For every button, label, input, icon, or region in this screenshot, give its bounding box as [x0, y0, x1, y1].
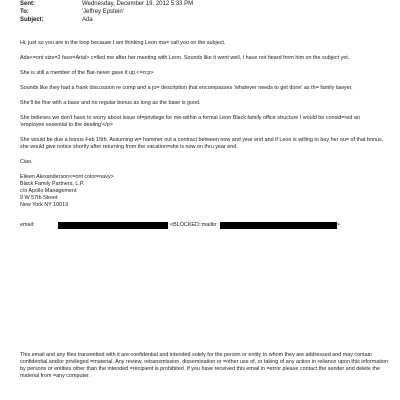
email-row [20, 221, 385, 229]
signature-name: Eileen Alexanderson<=ont color=navy> [20, 174, 114, 180]
disclaimer-text: This email and any files transmitted with it are confidential and intended solely for the person or entity to whom they are addressed and may contain confidential and/or privileged =material. Any review, retransmission, dissemination or =other use of, or taking of any action in reliance upon this information by persons or entities other than the intended =recipient is prohibited. If you have received this email in =error please contact the sender and delete the material from =any computer. [20, 352, 388, 379]
signature-street: 9 W 57th Street [20, 195, 58, 201]
body-paragraph: She would be due a bonus Feb 15th. Assuming w= hammer out a contract between now and year end and if Leon is willing to buy her ou= of that bonus, she would give notice shortly after returning from the vacation=she is now on thru year end. [20, 137, 384, 150]
email-header [20, 0, 390, 24]
body-paragraph: Sounds like they had a frank discussion re comp and a jo= description that encompasses 'whatever needs to get done' as th= family lawyer. [20, 85, 353, 91]
body-paragraph: Ada<=ont size=2 face=Arial> c=lled me after her meeting with Leon. Sounds like it went well, I have not heard from him on the subject yet. [20, 55, 350, 61]
signature-block [20, 174, 385, 209]
subject-value: Ada [82, 17, 93, 23]
body-paragraph: Hi, just so you are in the loop because I am thinking Leon ma= call you on the subject. [20, 40, 226, 46]
body-paragraph: She is still a member of the Bar-never gave it up.<=o:p> [20, 70, 154, 76]
disclaimer-footer [20, 352, 388, 380]
email-label: email: [20, 221, 35, 228]
sent-row [20, 0, 390, 8]
blocked-mailto: <BLOCKED::mailto: [170, 221, 218, 228]
body-paragraph: Ciao. [20, 159, 33, 165]
email-body [20, 40, 385, 229]
body-paragraph: She'll be fine with a base and no regular bonus as long as the base is good. [20, 100, 201, 106]
signature-city: New York NY 10019 [20, 202, 69, 208]
redaction-bar [58, 222, 168, 229]
body-paragraph: She believes we don't have to worry about issue of=privilege for me-within a formal Leon Black family office structure I would be consid=red an 'employee essential to the dealing'</p> [20, 115, 360, 128]
to-label: To: [20, 9, 29, 15]
sent-label: Sent: [20, 1, 35, 7]
to-value: 'Jeffrey Epstein' [82, 9, 124, 15]
subject-row [20, 16, 390, 24]
redaction-bar [220, 222, 337, 229]
signature-company: Black Family Partners, L.P. [20, 181, 85, 187]
to-row [20, 8, 390, 16]
sent-value: Wednesday, December 19, 2012 5:33 PM [82, 1, 194, 7]
signature-care-of: c/o Apollo Management [20, 188, 77, 194]
subject-label: Subject: [20, 17, 44, 23]
email-close-bracket: > [336, 221, 340, 228]
